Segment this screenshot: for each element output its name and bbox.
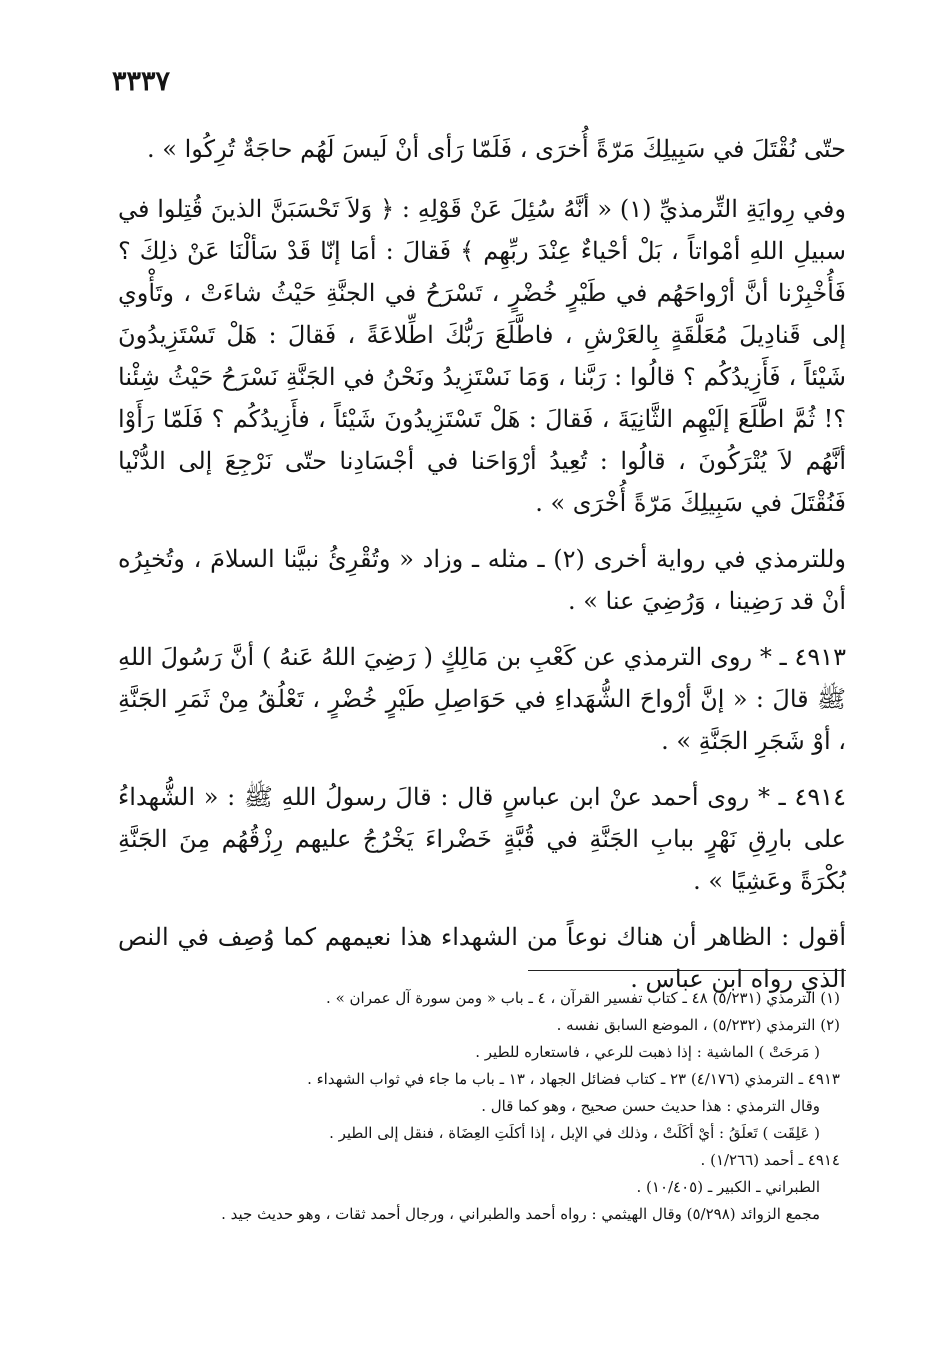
page-number: ٣٣٣٧: [112, 66, 171, 97]
main-text: [118, 128, 846, 1014]
footnote-gloss-aliqat: ( عَلِقَت ) تَعلَقُ : أيْ أكَلَتْ ، وذلك في الإبل ، إذا أكلَتِ العِضَاة ، فنقل إلى الطير .: [329, 1124, 820, 1142]
footnote-4913-grading: وقال الترمذي : هذا حديث حسن صحيح ، وهو كما قال .: [481, 1097, 820, 1115]
paragraph-hadith-end: حتّى نُقْتَلَ في سَبِيلِكَ مَرّةً أُخرَى ، فَلَمّا رَأى أنْ لَيسَ لَهُم حاجَةٌ تُرِكُوا » .: [147, 135, 846, 163]
footnote-divider: [528, 970, 846, 971]
paragraph-hadith-4913: ٤٩١٣ ـ * روى الترمذي عن كَعْبِ بن مَالِكٍ ( رَضِيَ اللهُ عَنهُ ) أنَّ رَسُولَ اللهِ ﷺ قالَ : « إنَّ أرْواحَ الشُّهَداءِ في حَوَاصِلِ طَيْرٍ خُضْرٍ ، تَعْلُقُ مِنْ ثَمَرِ الجَنَّةِ ، أوْ شَجَرِ الجَنَّةِ » .: [118, 643, 846, 755]
footnote-gloss-marahat: ( مَرحَتْ ) الماشية : إذا ذهبت للرعي ، فاستعاره للطير .: [475, 1043, 820, 1061]
footnotes: [150, 985, 840, 1228]
footnote-2: (٢) الترمذي (٥/٢٣٢) ، الموضع السابق نفسه .: [556, 1016, 840, 1034]
paragraph-tirmidhi-addition: وللترمذي في رواية أخرى (٢) ـ مثله ـ وزاد « وتُقْرِئُ نبيَّنا السلامَ ، وتُخبِرُه أنْ قد رَضِينا ، وَرُضِيَ عنا » .: [118, 545, 847, 615]
footnote-4913-source: ٤٩١٣ ـ الترمذي (٤/١٧٦) ٢٣ ـ كتاب فضائل الجهاد ، ١٣ ـ باب ما جاء في ثواب الشهداء .: [307, 1070, 840, 1088]
paragraph-hadith-4914: ٤٩١٤ ـ * روى أحمد عنْ ابن عباسٍ قال : قالَ رسولُ اللهِ ﷺ : « الشُّهداءُ على بارِقِ نَهْرٍ ببابِ الجَنَّةِ في قُبَّةٍ خَضْراءَ يَخْرُجُ عليهم رِزْقُهُم مِنَ الجَنَّةِ بُكْرَةً وعَشِيًا » .: [118, 783, 846, 895]
footnote-1: (١) الترمذي (٥/٢٣١) ٤٨ ـ كتاب تفسير القرآن ، ٤ ـ باب « ومن سورة آل عمران » .: [326, 989, 840, 1007]
footnote-4914-source: ٤٩١٤ ـ أحمد (١/٢٦٦) .: [700, 1151, 840, 1169]
paragraph-tirmidhi-narration: وفي رِوايَةِ التِّرمذيِّ (١) « أنَّهُ سُئِلَ عَنْ قَوْلِهِ : ﴿ وَلاَ تَحْسَبَنَّ الذينَ قُتِلوا في سبيلِ اللهِ أمْواتاً ، بَلْ أحْياءٌ عِنْدَ ربِّهِم ﴾ فَقالَ : أمَا إنّا قَدْ سَألْنَا عَنْ ذلِكَ ؟ فَأُخْبِرْنا أنَّ أرْواحَهُم في طَيْرٍ خُضْرٍ ، تَسْرَحُ في الجنَّةِ حَيْثُ شاءَتْ ، وتَأْوي إلى قَنادِيلَ مُعَلَّقَةٍ بِالعَرْشِ ، فاطَّلَعَ رَبُّكَ اطِّلاعَةً ، فَقالَ : هَلْ تَسْتَزِيدُونَ شَيْئاً ، فَأَزِيدُكُم ؟ قالُوا : رَبَّنا ، وَمَا نَسْتَزِيدُ ونَحْنُ في الجَنَّةِ نَسْرَحُ حَيْثُ شِئْنا ؟! ثُمَّ اطَّلَعَ إلَيْهِم الثَّانِيَةَ ، فَقالَ : هَلْ تَسْتَزِيدُونَ شَيْئاً ، فأَزِيدُكُم ؟ فَلَمّا رَأَوْا أنَّهُم لاَ يُتْرَكُونَ ، قالُوا : تُعِيدُ أرْوَاحَنا في أجْسَادِنا حتّى نَرْجِعَ إلى الدُّنْيا فَنُقْتَلَ في سَبِيلِكَ مَرّةً أُخْرَى » .: [118, 195, 846, 517]
footnote-4914-tabarani: الطبراني ـ الكبير ـ (١٠/٤٠٥) .: [636, 1178, 820, 1196]
footnote-4914-majma: مجمع الزوائد (٥/٢٩٨) وقال الهيثمي : رواه أحمد والطبراني ، ورجال أحمد ثقات ، وهو حديث جيد .: [221, 1205, 820, 1223]
paragraph-author-comment: أقول : الظاهر أن هناك نوعاً من الشهداء هذا نعيمهم كما وُصِف في النص الذي رواه ابن عباس .: [118, 923, 846, 993]
